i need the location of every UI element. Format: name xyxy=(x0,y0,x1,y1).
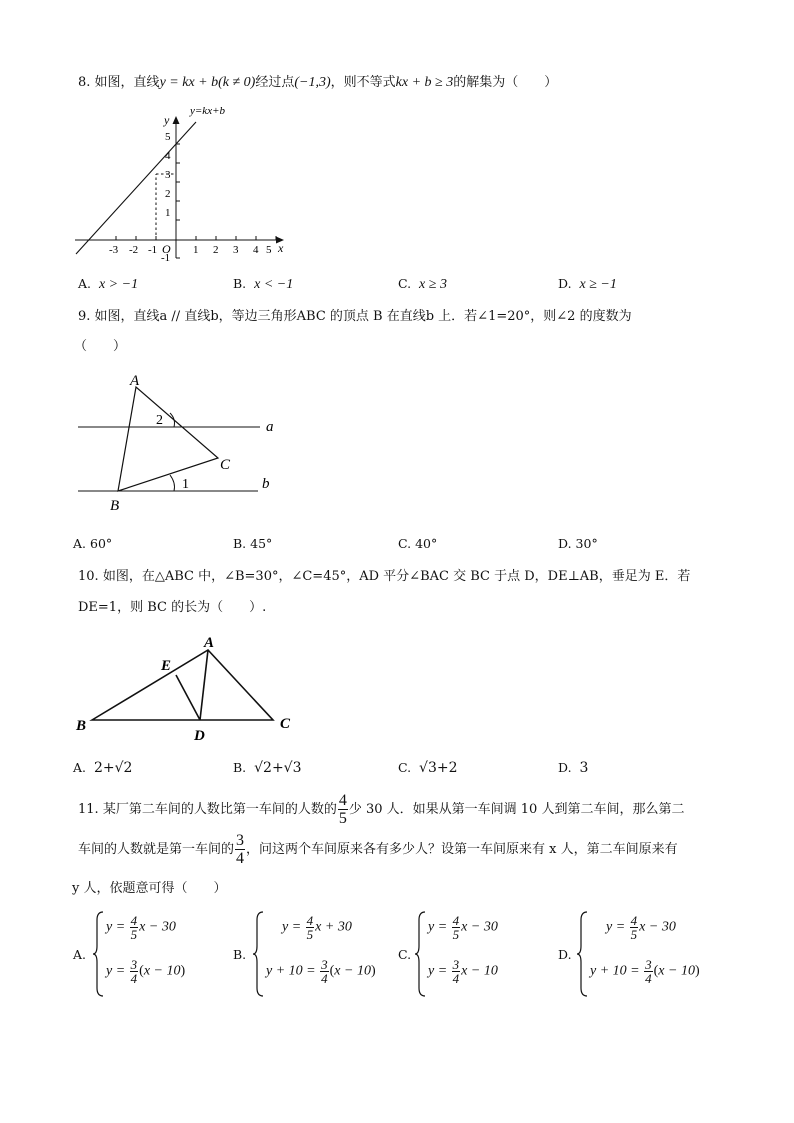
x-tick-label: 4 xyxy=(253,244,259,256)
q10-number: 10. xyxy=(78,569,99,584)
equation-1: y = $\frac{4}{5}$ x − 30 xyxy=(428,913,498,942)
y-tick-label: 2 xyxy=(165,188,171,200)
q8-option-a[interactable] xyxy=(78,276,138,293)
q11-stem-line3: y 人，依题意可得（ ） xyxy=(72,881,227,896)
q10-triangle-figure xyxy=(70,630,300,745)
q11-text-1b: 少 30 人．如果从第一车间调 10 人到第二车间，那么第二 xyxy=(348,802,685,817)
segment-ad xyxy=(200,650,208,720)
q11-option-a-letter[interactable]: A. xyxy=(73,947,87,962)
equation-2: y = $\frac{3}{4}$ x − 10 xyxy=(428,957,498,986)
option-letter: A. xyxy=(73,536,87,551)
x-tick-label: 1 xyxy=(193,244,199,256)
q11-fraction-3-4 xyxy=(235,832,245,867)
q8-line-label: y=kx+b xyxy=(190,105,225,117)
q9-option-d[interactable] xyxy=(558,536,598,551)
q11-text-2a: 车间的人数就是第一车间的 xyxy=(78,842,235,857)
option-text: 60° xyxy=(90,536,113,551)
q8-option-c[interactable] xyxy=(398,276,447,293)
y-tick-label: 4 xyxy=(165,150,171,162)
vertex-a-label: A xyxy=(204,635,215,651)
q11-stem-line2 xyxy=(78,832,678,868)
q9-number: 9. xyxy=(78,309,91,324)
x-tick-label: -2 xyxy=(129,244,139,256)
q11-number: 11. xyxy=(78,802,99,817)
y-axis-arrow-icon xyxy=(173,116,180,124)
option-letter: A. xyxy=(73,760,87,775)
q9-option-a[interactable] xyxy=(73,536,112,551)
q8-function-expression: y = kx + b(k ≠ 0) xyxy=(159,75,256,90)
line-a-label: a xyxy=(266,419,274,435)
q8-point: (−1,3) xyxy=(294,75,331,90)
option-text: x > −1 xyxy=(98,277,139,292)
q11-fraction-4-5 xyxy=(338,792,348,827)
x-axis-label: x xyxy=(278,241,284,255)
option-letter: B. xyxy=(233,536,247,551)
option-text: √3+2 xyxy=(419,760,458,776)
option-text: √2+√3 xyxy=(254,760,302,776)
q9-option-b[interactable] xyxy=(233,536,272,551)
q11-option-a-system[interactable] xyxy=(92,910,222,1000)
vertex-c-label: C xyxy=(220,457,231,473)
q9-text: 如图，直线a // 直线b，等边三角形ABC 的顶点 B 在直线b 上．若∠1=20°，则∠2 的度数为 xyxy=(94,309,632,324)
q11-text-1a: 某厂第二车间的人数比第一车间的人数的 xyxy=(102,802,337,817)
q10-option-d[interactable] xyxy=(558,760,588,776)
option-text: 3 xyxy=(579,760,589,776)
q8-coordinate-graph xyxy=(70,100,300,265)
q10-option-c[interactable] xyxy=(398,760,458,776)
equation-2: y = $\frac{3}{4}$ (x − 10) xyxy=(106,957,186,986)
q10-text: 如图，在△ABC 中，∠B=30°，∠C=45°，AD 平分∠BAC 交 BC 于点 D，DE⊥AB，垂足为 E．若 xyxy=(102,569,691,584)
angle-2-label: 2 xyxy=(156,413,163,428)
option-letter: B. xyxy=(233,760,247,775)
numerator: 4 xyxy=(338,792,347,809)
option-text: 40° xyxy=(415,536,438,551)
q8-text-1: 如图，直线 xyxy=(94,75,160,90)
q8-stem xyxy=(78,73,557,93)
q8-text-3: ，则不等式 xyxy=(330,75,396,90)
y-tick-label: 5 xyxy=(165,131,171,143)
x-tick-label: 2 xyxy=(213,244,219,256)
angle-1-arc xyxy=(170,475,175,491)
triangle-abc xyxy=(118,387,218,491)
line-b-label: b xyxy=(262,476,270,492)
segment-de xyxy=(176,675,200,720)
y-tick-label: 1 xyxy=(165,207,171,219)
q11-option-c-system[interactable] xyxy=(414,910,544,1000)
option-letter: C. xyxy=(398,536,412,551)
left-brace-icon xyxy=(414,910,428,998)
point-e-label: E xyxy=(161,658,172,674)
q10-stem-line2: DE=1，则 BC 的长为（ ）. xyxy=(78,600,267,615)
equation-2: y + 10 = $\frac{3}{4}$ (x − 10) xyxy=(266,957,376,986)
option-letter: C. xyxy=(398,276,412,291)
option-letter: A. xyxy=(78,276,92,291)
origin-label: O xyxy=(162,242,171,256)
left-brace-icon xyxy=(92,910,106,998)
vertex-a-label: A xyxy=(130,373,140,389)
option-letter: D. xyxy=(558,536,572,551)
x-tick-label: 3 xyxy=(233,244,239,256)
option-letter: D. xyxy=(558,760,572,775)
x-tick-label: -3 xyxy=(109,244,119,256)
vertex-b-label: B xyxy=(76,718,87,734)
option-letter: B. xyxy=(233,276,247,291)
option-text: x ≥ −1 xyxy=(579,277,617,292)
q8-number: 8. xyxy=(78,75,91,90)
q9-option-c[interactable] xyxy=(398,536,437,551)
q8-text-4: 的解集为（ ） xyxy=(453,75,558,90)
q11-option-d-letter[interactable]: D. xyxy=(558,947,572,962)
option-text: x < −1 xyxy=(254,277,294,292)
denominator: 4 xyxy=(236,850,245,867)
equation-2: y + 10 = $\frac{3}{4}$ (x − 10) xyxy=(590,957,700,986)
numerator: 3 xyxy=(236,832,245,849)
q8-option-d[interactable] xyxy=(558,276,617,293)
q8-graph-line xyxy=(76,122,196,254)
q9-stem xyxy=(78,307,632,327)
left-brace-icon xyxy=(576,910,590,998)
q10-option-b[interactable] xyxy=(233,760,302,776)
q8-option-b[interactable] xyxy=(233,276,293,293)
q10-option-a[interactable] xyxy=(73,760,132,776)
y-tick-label: -1 xyxy=(161,252,171,264)
option-letter: D. xyxy=(558,276,572,291)
y-axis-label: y xyxy=(164,113,170,127)
q11-text-2b: ，问这两个车间原来各有多少人？设第一车间原来有 x 人，第二车间原来有 xyxy=(246,842,678,857)
q11-option-b-letter[interactable]: B. xyxy=(233,947,247,962)
denominator: 5 xyxy=(338,810,347,827)
x-tick-label: -1 xyxy=(148,244,158,256)
option-text: 45° xyxy=(250,536,273,551)
option-text: x ≥ 3 xyxy=(419,277,447,292)
q11-stem-line1 xyxy=(78,792,684,828)
option-text: 30° xyxy=(575,536,598,551)
q11-option-b-system[interactable] xyxy=(252,910,392,1000)
left-brace-icon xyxy=(252,910,266,998)
q9-stem-line2: （ ） xyxy=(74,339,127,354)
q11-option-c-letter[interactable]: C. xyxy=(398,947,412,962)
q9-triangle-figure xyxy=(70,365,290,515)
angle-1-label: 1 xyxy=(182,477,189,492)
y-tick-label: 3 xyxy=(165,169,171,181)
option-letter: C. xyxy=(398,760,412,775)
point-d-label: D xyxy=(194,728,205,744)
equation-1: y = $\frac{4}{5}$ x + 30 xyxy=(282,913,352,942)
vertex-b-label: B xyxy=(110,498,120,514)
vertex-c-label: C xyxy=(280,716,291,732)
q8-text-2: 经过点 xyxy=(255,75,295,90)
q11-option-d-system[interactable] xyxy=(576,910,716,1000)
x-tick-label: 5 xyxy=(266,244,272,256)
option-text: 2+√2 xyxy=(93,760,133,776)
equation-1: y = $\frac{4}{5}$ x − 30 xyxy=(106,913,176,942)
triangle-abc xyxy=(92,650,273,720)
q8-inequality: kx + b ≥ 3 xyxy=(395,75,454,90)
equation-1: y = $\frac{4}{5}$ x − 30 xyxy=(606,913,676,942)
q10-stem xyxy=(78,567,690,587)
angle-2-arc xyxy=(170,413,175,427)
